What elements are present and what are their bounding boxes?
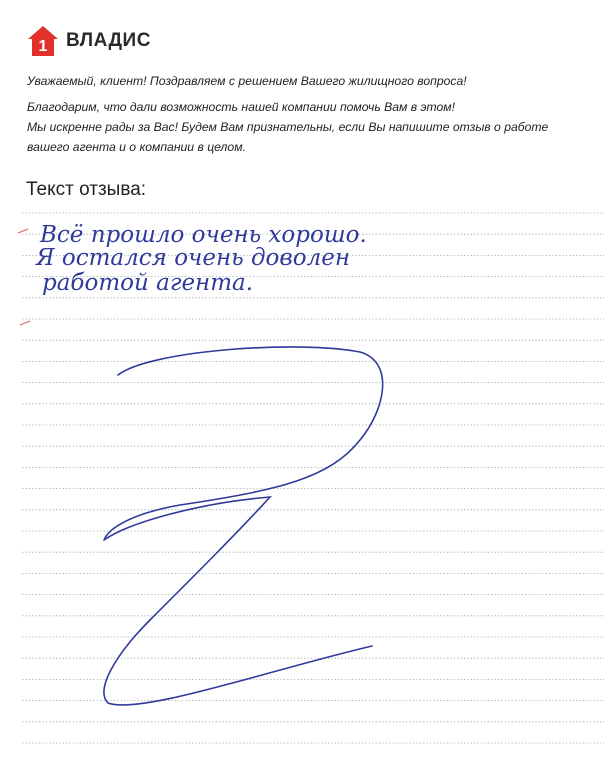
greeting-line: Уважаемый, клиент! Поздравляем с решением Вашего жилищного вопроса! (27, 74, 467, 88)
z-strikethrough-mark (104, 347, 383, 705)
margin-tick-2 (20, 321, 30, 325)
handwritten-line-3: работой агента. (42, 270, 254, 296)
thanks-line-3: вашего агента и о компании в целом. (27, 140, 246, 154)
thanks-line-2: Мы искренне рады за Вас! Будем Вам признательны, если Вы напишите отзыв о работе (27, 120, 549, 134)
thanks-line-1: Благодарим, что дали возможность нашей компании помочь Вам в этом! (27, 100, 456, 114)
margin-tick-1 (18, 229, 28, 233)
handwritten-line-2: Я остался очень доволен (36, 245, 351, 271)
brand-name: ВЛАДИС (66, 30, 151, 51)
handwritten-line-1: Всё прошло очень хорошо. (40, 222, 367, 248)
logo-digit: 1 (38, 38, 48, 55)
review-heading: Текст отзыва: (26, 179, 147, 200)
